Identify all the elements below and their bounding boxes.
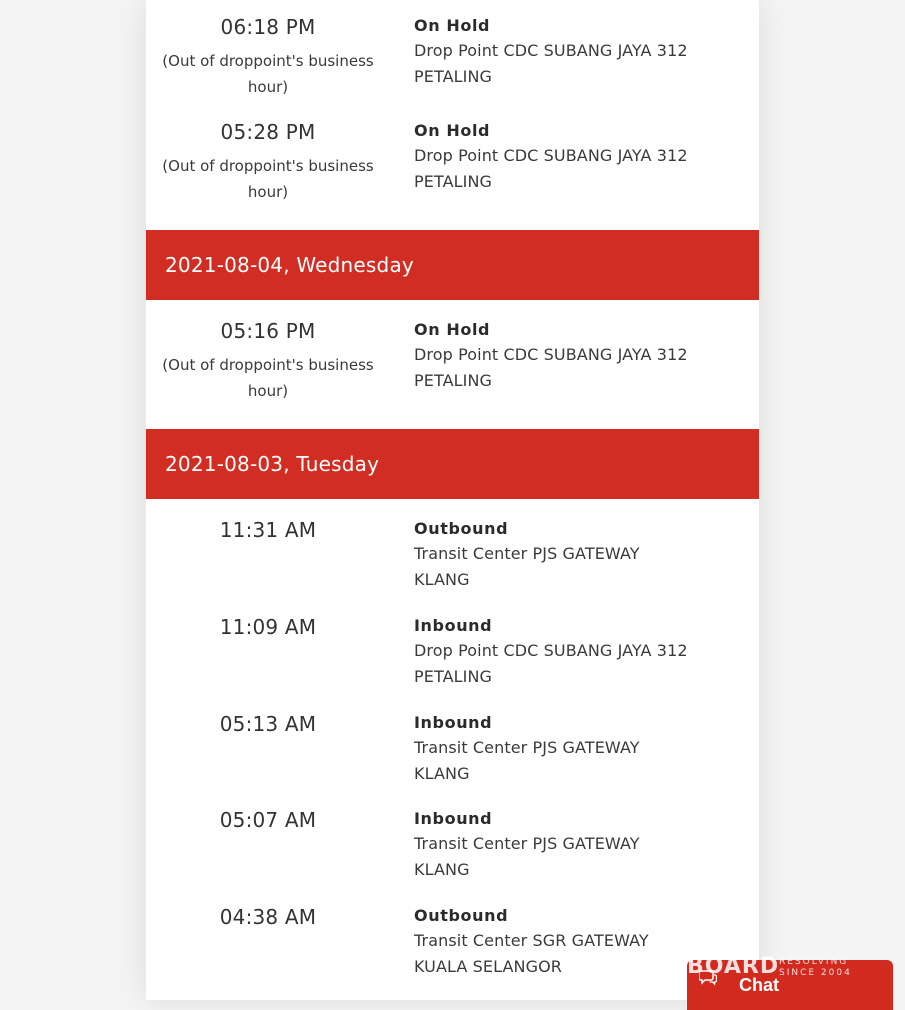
entry-location-district: PETALING (414, 667, 493, 686)
entry-location-district: PETALING (414, 371, 493, 390)
entry-location: Transit Center PJS GATEWAY (414, 544, 640, 563)
timeline-entry (146, 807, 759, 887)
entry-time-column (146, 14, 390, 100)
entry-status: Outbound (414, 519, 509, 538)
entry-business-hour-note: (Out of droppoint's business hour) (162, 356, 374, 400)
entry-time: 06:18 PM (220, 15, 316, 39)
entry-location: Drop Point CDC SUBANG JAYA 312 (414, 345, 688, 364)
entry-info-column (414, 517, 744, 593)
entry-status: Inbound (414, 616, 493, 635)
chat-widget-tagline-line1: RESOLVING (779, 957, 849, 967)
timeline-entry (146, 318, 759, 408)
entry-status: Inbound (414, 809, 493, 828)
entry-time: 11:09 AM (219, 615, 317, 639)
timeline-entry (146, 119, 759, 209)
entry-time-column (146, 807, 390, 833)
entry-business-hour-note: (Out of droppoint's business hour) (162, 157, 374, 201)
entry-info-column (414, 807, 744, 883)
entry-time: 05:28 PM (220, 120, 316, 144)
entry-time-column (146, 904, 390, 930)
timeline-entry (146, 904, 759, 984)
timeline-entry (146, 14, 759, 104)
entry-info-column (414, 711, 744, 787)
date-header: 2021-08-03, Tuesday (146, 429, 759, 499)
date-header: 2021-08-04, Wednesday (146, 230, 759, 300)
entry-time-column (146, 119, 390, 205)
entry-location-district: KLANG (414, 570, 470, 589)
entry-location: Drop Point CDC SUBANG JAYA 312 (414, 146, 688, 165)
entry-status: Inbound (414, 713, 493, 732)
entry-location: Transit Center SGR GATEWAY (414, 931, 649, 950)
entry-location-district: KUALA SELANGOR (414, 957, 563, 976)
entry-location-district: PETALING (414, 67, 493, 86)
tracking-timeline-card (146, 0, 759, 1000)
entry-time: 05:16 PM (220, 319, 316, 343)
entry-location-district: PETALING (414, 172, 493, 191)
entry-location-district: KLANG (414, 764, 470, 783)
timeline-entry (146, 517, 759, 597)
chat-widget-tagline-line2: SINCE 2004 (779, 968, 852, 978)
entry-location: Transit Center PJS GATEWAY (414, 738, 640, 757)
entry-info-column (414, 14, 744, 90)
entry-info-column (414, 614, 744, 690)
entry-status: On Hold (414, 121, 491, 140)
timeline-entry (146, 614, 759, 694)
chat-widget-brand: BOARD (687, 954, 780, 979)
entry-time-column (146, 318, 390, 404)
entry-status: Outbound (414, 906, 509, 925)
entry-info-column (414, 119, 744, 195)
entry-time-column (146, 711, 390, 737)
entry-info-column (414, 318, 744, 394)
entry-location: Drop Point CDC SUBANG JAYA 312 (414, 41, 688, 60)
entry-location-district: KLANG (414, 860, 470, 879)
timeline-entry (146, 711, 759, 791)
entry-location: Drop Point CDC SUBANG JAYA 312 (414, 641, 688, 660)
entry-time: 04:38 AM (219, 905, 317, 929)
entry-location: Transit Center PJS GATEWAY (414, 834, 640, 853)
entry-time-column (146, 517, 390, 543)
entry-time: 11:31 AM (219, 518, 317, 542)
chat-widget-button[interactable] (687, 954, 893, 1010)
entry-time: 05:13 AM (219, 712, 317, 736)
entry-time: 05:07 AM (219, 808, 317, 832)
entry-status: On Hold (414, 320, 491, 339)
entry-time-column (146, 614, 390, 640)
entry-status: On Hold (414, 16, 491, 35)
chat-widget-label: Chat (739, 975, 779, 995)
chat-bubble-icon (699, 968, 717, 986)
chat-widget-tagline (779, 957, 852, 979)
entry-business-hour-note: (Out of droppoint's business hour) (162, 52, 374, 96)
